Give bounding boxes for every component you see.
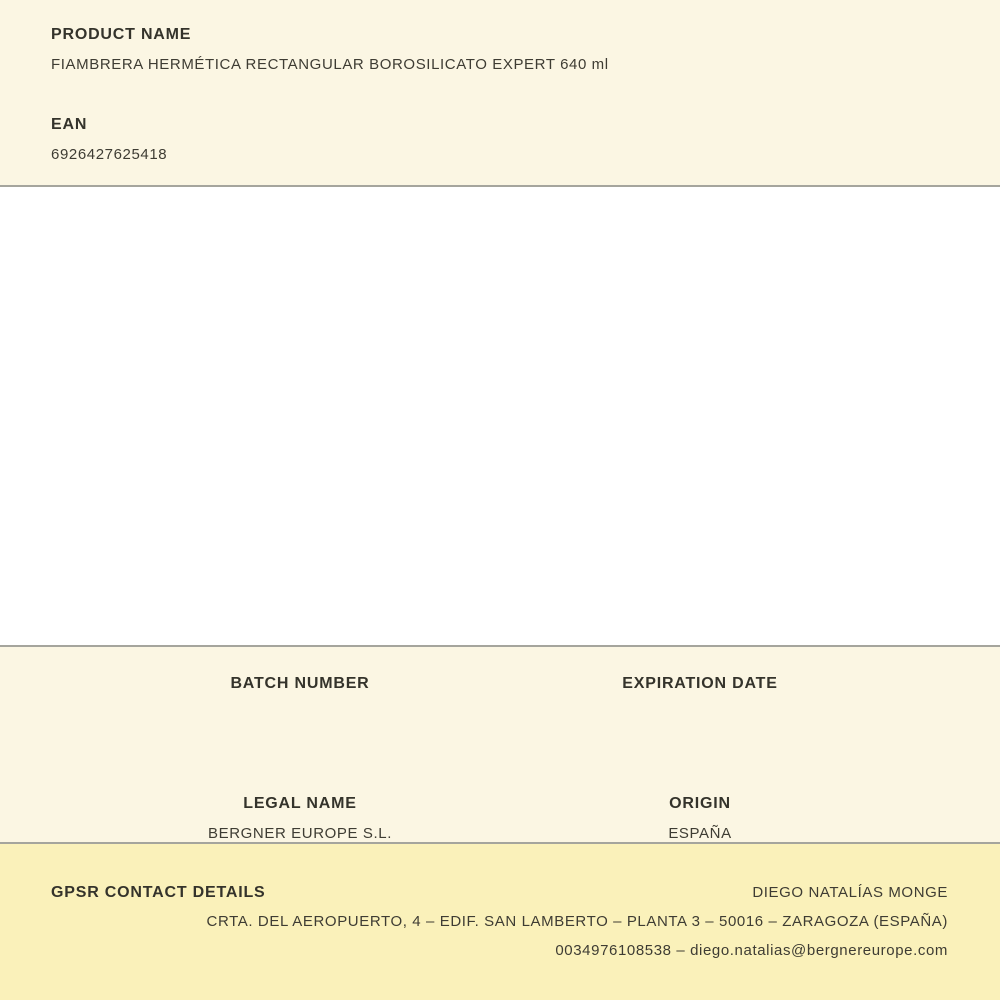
gpsr-contact-phone-email: 0034976108538 – diego.natalias@bergnereurope.com (555, 942, 948, 959)
expiration-date-value (500, 703, 900, 725)
gpsr-contact-address: CRTA. DEL AEROPUERTO, 4 – EDIF. SAN LAMBERTO – PLANTA 3 – 50016 – ZARAGOZA (ESPAÑA) (206, 913, 948, 930)
legal-name-value: BERGNER EUROPE S.L. (208, 825, 392, 842)
ean-label: EAN (51, 116, 88, 133)
expiration-date-label: EXPIRATION DATE (622, 675, 778, 692)
empty-content-area (0, 187, 1000, 645)
spacer (51, 76, 950, 114)
gpsr-contact-header-row (51, 882, 948, 904)
details-row-legal-origin (100, 793, 900, 845)
batch-number-value (100, 703, 500, 725)
batch-number-column (100, 673, 500, 725)
details-section (0, 647, 1000, 842)
origin-label: ORIGIN (669, 795, 731, 812)
product-info-section (0, 0, 1000, 185)
gpsr-contact-label: GPSR CONTACT DETAILS (51, 884, 266, 901)
origin-column (500, 793, 900, 845)
gpsr-contact-section (0, 844, 1000, 1000)
gpsr-contact-name: DIEGO NATALÍAS MONGE (752, 884, 948, 901)
batch-number-label: BATCH NUMBER (230, 675, 370, 692)
product-name-value: FIAMBRERA HERMÉTICA RECTANGULAR BOROSILICATO EXPERT 640 ml (51, 56, 609, 73)
origin-value: ESPAÑA (668, 825, 732, 842)
details-row-batch-expiration (100, 673, 900, 725)
ean-value: 6926427625418 (51, 146, 168, 163)
expiration-date-column (500, 673, 900, 725)
legal-name-column (100, 793, 500, 845)
legal-name-label: LEGAL NAME (243, 795, 357, 812)
product-name-label: PRODUCT NAME (51, 26, 192, 43)
